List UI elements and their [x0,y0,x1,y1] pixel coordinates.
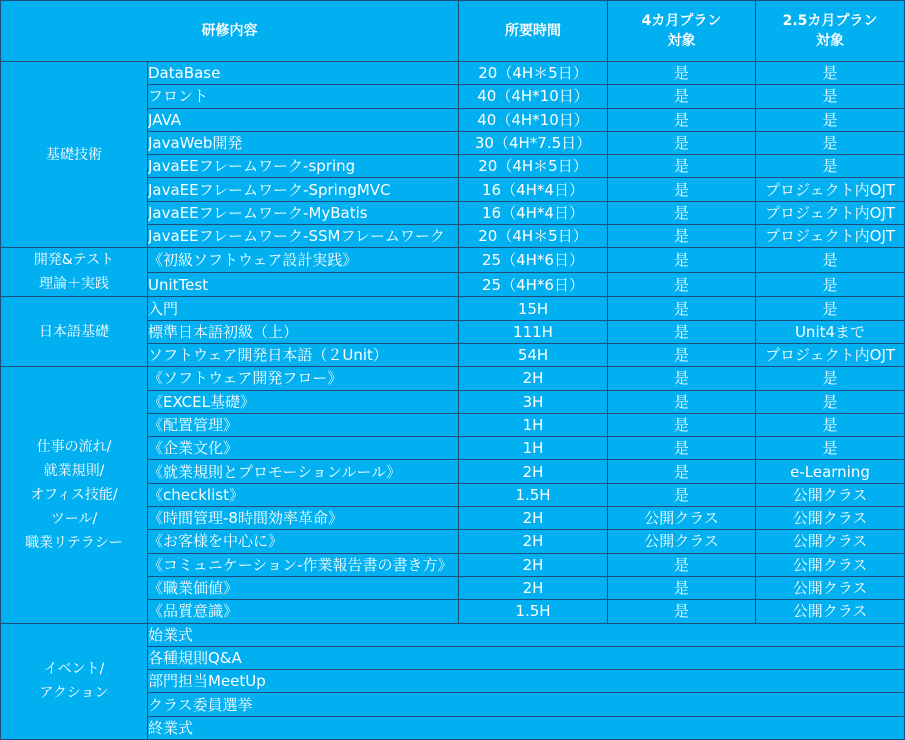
time-cell: 20（4H＊5日） [459,225,608,248]
time-cell: 25（4H*6日） [459,248,608,273]
plan25-cell: 公開クラス [756,507,905,530]
plan4-cell: 是 [608,225,756,248]
time-cell: 1.5H [459,483,608,506]
topic-cell: 部門担当MeetUp [148,670,905,693]
time-cell: 3H [459,390,608,413]
category-line: 就業規則/ [43,462,105,479]
plan25-cell: 是 [756,367,905,390]
topic-cell: 《コミュニケーション-作業報告書の書き方》 [148,553,459,576]
plan4-cell: 是 [608,85,756,108]
topic-cell: 始業式 [148,623,905,646]
topic-cell: 《お客様を中心に》 [148,530,459,553]
header-plan4 [608,1,756,62]
topic-cell: 《就業規則とプロモーションルール》 [148,460,459,483]
time-cell: 111H [459,320,608,343]
topic-cell: 各種規則Q&A [148,646,905,669]
plan25-cell: プロジェクト内OJT [756,201,905,224]
header-content: 研修内容 [1,1,459,62]
topic-cell: 《企業文化》 [148,437,459,460]
plan4-cell: 是 [608,248,756,273]
time-cell: 40（4H*10日） [459,85,608,108]
time-cell: 20（4H＊5日） [459,155,608,178]
topic-cell: 《checklist》 [148,483,459,506]
plan4-cell: 是 [608,413,756,436]
time-cell: 1H [459,437,608,460]
plan4-cell: 是 [608,62,756,85]
plan4-cell: 是 [608,297,756,320]
time-cell: 2H [459,530,608,553]
topic-cell: ソフトウェア開発日本語（２Unit） [148,343,459,366]
header-plan4-line: 4カ月プラン [641,13,722,29]
plan4-cell: 是 [608,390,756,413]
header-plan25 [756,1,905,62]
time-cell: 2H [459,367,608,390]
topic-cell: 《時間管理-8時間効率革命》 [148,507,459,530]
topic-cell: UnitTest [148,272,459,297]
category-cell [1,297,148,367]
topic-cell: JavaWeb開発 [148,131,459,154]
table-row [1,62,905,85]
plan25-cell: 是 [756,390,905,413]
topic-cell: 標準日本語初級（上） [148,320,459,343]
plan4-cell: 是 [608,437,756,460]
plan4-cell: 是 [608,201,756,224]
plan25-cell: 是 [756,297,905,320]
topic-cell: JavaEEフレームワーク-SSMフレームワーク [148,225,459,248]
plan4-cell: 公開クラス [608,507,756,530]
plan25-cell: Unit4まで [756,320,905,343]
plan25-cell: 是 [756,85,905,108]
table-body [1,62,905,740]
topic-cell: JavaEEフレームワーク-SpringMVC [148,178,459,201]
topic-cell: 入門 [148,297,459,320]
time-cell: 2H [459,553,608,576]
topic-cell: クラス委員選挙 [148,693,905,716]
time-cell: 20（4H＊5日） [459,62,608,85]
plan25-cell: 公開クラス [756,483,905,506]
table-row [1,623,905,646]
topic-cell: JavaEEフレームワーク-spring [148,155,459,178]
table-row [1,248,905,273]
plan4-cell: 是 [608,108,756,131]
category-cell [1,367,148,623]
category-line: 基礎技術 [46,146,102,163]
time-cell: 16（4H*4日） [459,201,608,224]
plan25-cell: 是 [756,413,905,436]
category-cell [1,248,148,297]
plan4-cell: 是 [608,131,756,154]
category-line: 日本語基礎 [39,323,109,340]
plan4-cell: 是 [608,272,756,297]
table-row [1,367,905,390]
category-line: 開発&テスト [33,252,115,269]
plan25-cell: プロジェクト内OJT [756,178,905,201]
header-plan25-line: 2.5カ月プラン [782,13,878,29]
topic-cell: JavaEEフレームワーク-MyBatis [148,201,459,224]
topic-cell: 《EXCEL基礎》 [148,390,459,413]
time-cell: 40（4H*10日） [459,108,608,131]
category-line: イベント/ [43,661,105,678]
plan25-cell: 公開クラス [756,530,905,553]
time-cell: 2H [459,576,608,599]
plan25-cell: プロジェクト内OJT [756,225,905,248]
plan25-cell: e-Learning [756,460,905,483]
plan25-cell: 是 [756,437,905,460]
time-cell: 2H [459,460,608,483]
topic-cell: 《品質意識》 [148,600,459,623]
category-line: アクション [39,685,109,702]
topic-cell: フロント [148,85,459,108]
time-cell: 1H [459,413,608,436]
time-cell: 1.5H [459,600,608,623]
time-cell: 30（4H*7.5日） [459,131,608,154]
category-line: ツール/ [50,510,98,527]
header-time: 所要時間 [459,1,608,62]
topic-cell: 《職業価値》 [148,576,459,599]
plan4-cell: 是 [608,343,756,366]
plan4-cell: 是 [608,178,756,201]
plan25-cell: 公開クラス [756,576,905,599]
category-cell [1,623,148,739]
plan4-cell: 是 [608,576,756,599]
plan4-cell: 是 [608,600,756,623]
category-line: オフィス技能/ [30,486,118,503]
plan4-cell: 是 [608,155,756,178]
plan25-cell: 公開クラス [756,553,905,576]
plan25-cell: 是 [756,108,905,131]
category-line: 職業リテラシー [25,534,123,551]
table-row [1,297,905,320]
plan4-cell: 是 [608,483,756,506]
header-row [1,1,905,62]
header-plan4-line: 対象 [667,33,696,49]
plan25-cell: 是 [756,248,905,273]
category-line: 理論＋実践 [39,276,109,293]
plan25-cell: 公開クラス [756,600,905,623]
header-plan25-line: 対象 [816,33,844,49]
plan25-cell: プロジェクト内OJT [756,343,905,366]
plan4-cell: 是 [608,320,756,343]
category-line: 仕事の流れ/ [36,438,112,455]
time-cell: 25（4H*6日） [459,272,608,297]
topic-cell: JAVA [148,108,459,131]
plan4-cell: 公開クラス [608,530,756,553]
plan25-cell: 是 [756,131,905,154]
topic-cell: 終業式 [148,716,905,739]
plan25-cell: 是 [756,155,905,178]
time-cell: 16（4H*4日） [459,178,608,201]
topic-cell: DataBase [148,62,459,85]
topic-cell: 《初級ソフトウェア設計実践》 [148,248,459,273]
plan4-cell: 是 [608,367,756,390]
plan4-cell: 是 [608,553,756,576]
category-cell [1,62,148,248]
plan4-cell: 是 [608,460,756,483]
topic-cell: 《配置管理》 [148,413,459,436]
time-cell: 2H [459,507,608,530]
time-cell: 15H [459,297,608,320]
time-cell: 54H [459,343,608,366]
topic-cell: 《ソフトウェア開発フロー》 [148,367,459,390]
plan25-cell: 是 [756,62,905,85]
plan25-cell: 是 [756,272,905,297]
